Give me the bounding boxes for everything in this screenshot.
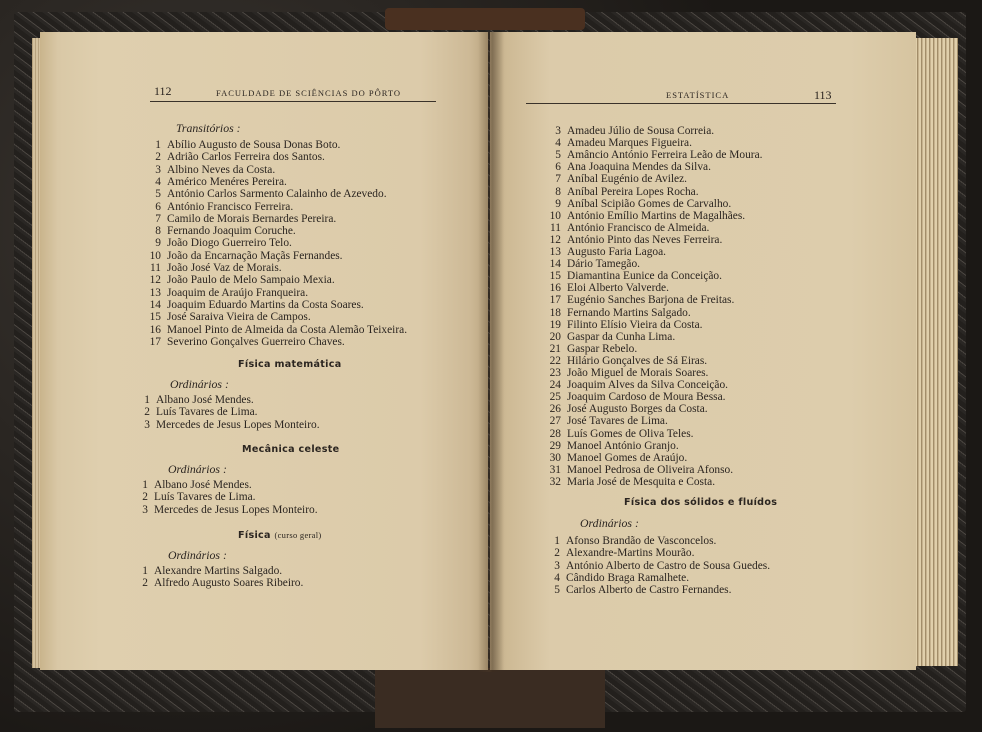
entry-number: 4 [555, 137, 561, 150]
list-item [550, 535, 716, 547]
entry-number: 10 [149, 249, 161, 262]
list-item [146, 201, 293, 213]
entry-name: António Pinto das Neves Ferreira. [567, 233, 723, 246]
entry-name: Manoel Gomes de Araújo. [567, 451, 688, 464]
entry-name: Dário Tamegão. [567, 258, 641, 271]
entry-number: 2 [142, 491, 148, 504]
entry-number: 8 [555, 185, 561, 198]
list-item [146, 274, 335, 286]
entry-name: José Saraiva Vieira de Campos. [167, 311, 311, 324]
page-number: 113 [814, 88, 832, 102]
entry-number: 16 [549, 282, 561, 295]
entry-name: António Carlos Sarmento Calainho de Azevedo. [167, 188, 387, 201]
section-subtitle: Transitórios : [176, 121, 241, 135]
list-item [546, 403, 708, 415]
entry-number: 3 [555, 125, 561, 137]
entry-name: Albino Neves da Costa. [167, 163, 276, 176]
list-item [546, 210, 745, 222]
header-rule [526, 103, 836, 104]
entry-name: Hilário Gonçalves de Sá Eiras. [567, 354, 708, 367]
entry-name: Abílio Augusto de Sousa Donas Boto. [167, 139, 341, 151]
list-item [546, 428, 693, 440]
entry-name: Carlos Alberto de Castro Fernandes. [566, 584, 732, 597]
entry-number: 1 [144, 394, 150, 406]
left-page [40, 32, 488, 670]
entry-name: Manoel Pinto de Almeida da Costa Alemão Teixeira. [167, 323, 408, 336]
entry-number: 15 [149, 311, 161, 324]
entry-name: Luís Gomes de Oliva Teles. [567, 427, 694, 440]
entry-name: António Francisco Ferreira. [167, 200, 294, 213]
list-item [146, 237, 292, 249]
list-item [546, 258, 640, 270]
entry-name: Ana Joaquina Mendes da Silva. [567, 161, 711, 174]
entry-number: 30 [549, 451, 561, 464]
list-item [546, 173, 687, 185]
entry-number: 15 [549, 270, 561, 283]
entry-name: Manoel Pedrosa de Oliveira Afonso. [567, 463, 734, 476]
section-title: Física matemática [238, 359, 342, 370]
section-title: Mecânica celeste [242, 444, 340, 455]
list-item [138, 577, 303, 589]
list-item [546, 355, 707, 367]
entry-number: 4 [155, 175, 161, 188]
entry-number: 6 [555, 161, 561, 174]
entry-number: 11 [150, 262, 161, 274]
entry-name: Alexandre-Martins Mourão. [566, 547, 695, 560]
book-spine-bottom [375, 668, 605, 728]
list-item [546, 282, 669, 294]
list-item [546, 464, 733, 476]
list-item [140, 406, 257, 418]
entry-number: 3 [554, 559, 560, 572]
entry-number: 22 [549, 354, 561, 367]
entry-name: Alexandre Martins Salgado. [154, 565, 283, 577]
running-head: FACULDADE DE SCIÊNCIAS DO PÔRTO [216, 88, 402, 98]
list-item [138, 479, 252, 491]
entry-number: 12 [149, 274, 161, 287]
entry-number: 23 [549, 367, 561, 379]
entry-number: 25 [549, 391, 561, 404]
list-item [146, 299, 364, 311]
entry-number: 18 [549, 306, 561, 319]
list-item [546, 343, 637, 355]
entry-number: 17 [149, 335, 161, 348]
list-item [140, 419, 320, 431]
entry-name: Eloi Alberto Valverde. [567, 282, 669, 295]
section-subtitle: Ordinários : [168, 548, 227, 562]
entry-name: António Alberto de Castro de Sousa Guedes. [566, 559, 771, 572]
entry-name: Gaspar da Cunha Lima. [567, 330, 676, 343]
entry-number: 5 [155, 188, 161, 201]
list-item [146, 139, 340, 151]
entry-name: António Emílio Martins de Magalhães. [567, 209, 746, 222]
list-item [146, 311, 311, 323]
entry-number: 26 [549, 403, 561, 416]
entry-name: Mercedes de Jesus Lopes Monteiro. [156, 418, 320, 431]
entry-number: 3 [144, 418, 150, 431]
entry-number: 24 [549, 379, 561, 392]
entry-name: Aníbal Scipião Gomes de Carvalho. [567, 197, 732, 210]
entry-name: José Tavares de Lima. [567, 415, 668, 428]
entry-name: Joaquim Eduardo Martins da Costa Soares. [167, 298, 364, 311]
entry-name: Luís Tavares de Lima. [156, 406, 258, 419]
section-subtitle: Ordinários : [170, 377, 229, 391]
entry-name: Adrião Carlos Ferreira dos Santos. [167, 151, 325, 164]
entry-number: 9 [555, 197, 561, 210]
entry-name: Alfredo Augusto Soares Ribeiro. [154, 577, 304, 590]
list-item [146, 225, 296, 237]
list-item [146, 287, 308, 299]
entry-number: 29 [549, 439, 561, 452]
entry-name: Amâncio António Ferreira Leão de Moura. [567, 149, 763, 162]
entry-number: 4 [554, 571, 560, 584]
entry-number: 21 [549, 342, 561, 355]
list-item [146, 188, 387, 200]
list-item [546, 222, 709, 234]
list-item [146, 176, 287, 188]
section-note: (curso geral) [274, 530, 322, 540]
list-item [546, 234, 722, 246]
entry-name: Aníbal Eugénio de Avilez. [567, 173, 687, 186]
entry-name: Fernando Martins Salgado. [567, 306, 691, 319]
list-item [550, 560, 770, 572]
list-item [546, 246, 666, 258]
list-item [138, 491, 255, 503]
entry-number: 14 [549, 258, 561, 271]
entry-number: 1 [554, 535, 560, 547]
list-item [550, 572, 689, 584]
entry-number: 1 [155, 139, 161, 151]
list-item [546, 149, 762, 161]
entry-number: 2 [554, 547, 560, 560]
list-item [546, 294, 734, 306]
list-item [138, 504, 318, 516]
entry-number: 16 [149, 323, 161, 336]
entry-name: João Miguel de Morais Soares. [567, 367, 709, 379]
list-item [546, 452, 687, 464]
list-item [546, 137, 692, 149]
entry-name: Mercedes de Jesus Lopes Monteiro. [154, 503, 318, 516]
section-title-text: Física [238, 530, 275, 541]
list-item [140, 394, 254, 406]
entry-name: António Francisco de Almeida. [567, 221, 710, 234]
entry-number: 19 [549, 318, 561, 331]
entry-number: 13 [549, 246, 561, 258]
entry-name: Manoel António Granjo. [567, 439, 679, 452]
section-subtitle: Ordinários : [580, 516, 639, 530]
entry-number: 1 [142, 479, 148, 491]
list-item [546, 415, 668, 427]
entry-name: João Diogo Guerreiro Telo. [167, 237, 292, 250]
list-item [546, 125, 714, 137]
section-title [238, 530, 322, 541]
entry-number: 3 [142, 503, 148, 516]
list-item [546, 440, 679, 452]
book-gutter [478, 32, 504, 672]
entry-name: Gaspar Rebelo. [567, 342, 638, 355]
right-page [490, 32, 916, 670]
entry-number: 5 [555, 149, 561, 162]
entry-name: João da Encarnação Maçãs Fernandes. [167, 249, 343, 262]
list-item [546, 307, 691, 319]
entry-name: Albano José Mendes. [154, 479, 252, 491]
list-item [546, 379, 728, 391]
entry-name: Joaquim Cardoso de Moura Bessa. [567, 391, 726, 404]
entry-name: Diamantina Eunice da Conceição. [567, 270, 722, 283]
section-title: Física dos sólidos e fluídos [624, 497, 778, 508]
book-spine-top [385, 8, 585, 30]
entry-number: 3 [155, 163, 161, 176]
entry-number: 31 [549, 463, 561, 476]
list-item [146, 250, 343, 262]
entry-name: Aníbal Pereira Lopes Rocha. [567, 185, 699, 198]
entry-name: Augusto Faria Lagoa. [567, 246, 667, 258]
list-item [138, 565, 282, 577]
list-item [546, 198, 731, 210]
entry-number: 28 [549, 427, 561, 440]
entry-number: 1 [142, 565, 148, 577]
entry-number: 2 [155, 151, 161, 164]
entry-name: João Paulo de Melo Sampaio Mexia. [167, 274, 335, 287]
running-head: ESTATÍSTICA [666, 90, 730, 100]
entry-name: Camilo de Morais Bernardes Pereira. [167, 212, 337, 225]
entry-name: Maria José de Mesquita e Costa. [567, 475, 716, 488]
entry-name: Eugénio Sanches Barjona de Freitas. [567, 294, 735, 307]
entry-name: Filinto Elísio Vieira da Costa. [567, 318, 703, 331]
right-page-edges [914, 38, 958, 666]
page-number: 112 [154, 84, 172, 98]
entry-name: Albano José Mendes. [156, 394, 254, 406]
list-item [146, 262, 282, 274]
entry-number: 17 [549, 294, 561, 307]
entry-number: 12 [549, 233, 561, 246]
entry-name: Amadeu Júlio de Sousa Correia. [567, 125, 715, 137]
list-item [146, 336, 345, 348]
entry-number: 14 [149, 298, 161, 311]
entry-name: Joaquim Alves da Silva Conceição. [567, 379, 729, 392]
entry-number: 6 [155, 200, 161, 213]
list-item [146, 151, 325, 163]
list-item [546, 476, 715, 488]
entry-number: 20 [549, 330, 561, 343]
entry-number: 2 [144, 406, 150, 419]
entry-name: Américo Menéres Pereira. [167, 175, 287, 188]
entry-name: Cândido Braga Ramalhete. [566, 571, 690, 584]
entry-name: José Augusto Borges da Costa. [567, 403, 708, 416]
list-item [146, 164, 275, 176]
entry-number: 8 [155, 225, 161, 238]
list-item [546, 186, 699, 198]
entry-number: 13 [149, 286, 161, 299]
entry-number: 2 [142, 577, 148, 590]
entry-number: 10 [549, 209, 561, 222]
entry-number: 27 [549, 415, 561, 428]
list-item [546, 331, 675, 343]
entry-number: 7 [555, 173, 561, 186]
list-item [550, 547, 694, 559]
entry-number: 5 [554, 584, 560, 597]
list-item [546, 391, 726, 403]
entry-name: Severino Gonçalves Guerreiro Chaves. [167, 335, 345, 348]
list-item [146, 213, 336, 225]
entry-name: Luís Tavares de Lima. [154, 491, 256, 504]
entry-name: João José Vaz de Morais. [167, 262, 282, 274]
list-item [546, 319, 702, 331]
header-rule [150, 101, 436, 102]
entry-name: Amadeu Marques Figueira. [567, 137, 692, 150]
list-item [546, 367, 708, 379]
entry-name: Fernando Joaquim Coruche. [167, 225, 296, 238]
list-item [550, 584, 731, 596]
entry-number: 11 [550, 221, 561, 234]
list-item [146, 324, 407, 336]
entry-number: 9 [155, 237, 161, 250]
section-subtitle: Ordinários : [168, 462, 227, 476]
entry-number: 7 [155, 212, 161, 225]
entry-number: 32 [549, 475, 561, 488]
list-item [546, 161, 711, 173]
list-item [546, 270, 722, 282]
entry-name: Afonso Brandão de Vasconcelos. [566, 535, 717, 547]
entry-name: Joaquim de Araújo Franqueira. [167, 286, 309, 299]
